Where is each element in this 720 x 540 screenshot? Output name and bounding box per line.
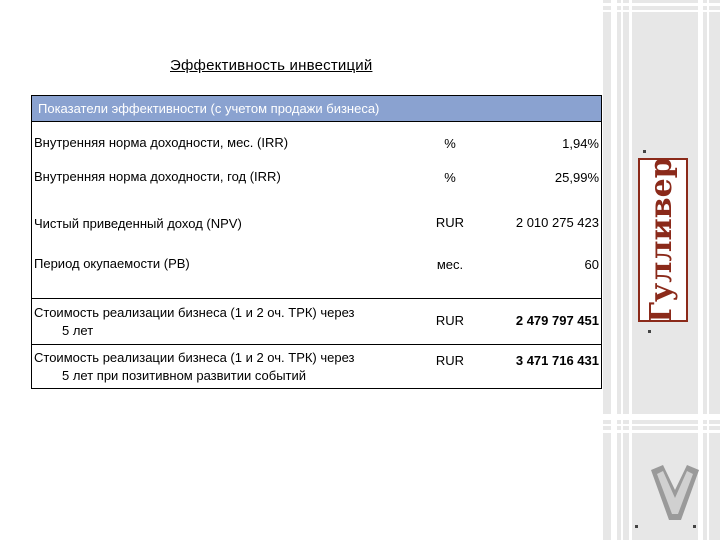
efficiency-table: [31, 95, 602, 389]
row-unit: %: [444, 136, 456, 151]
table-row-sale-5y: [31, 299, 602, 345]
table-row-irr-year: [31, 168, 602, 204]
row-label: Внутренняя норма доходности, год (IRR): [34, 169, 281, 184]
table-row-payback: [31, 248, 602, 299]
row-label-line2: 5 лет при позитивном развитии событий: [62, 368, 307, 383]
row-unit: RUR: [435, 215, 465, 230]
row-unit: мес.: [436, 257, 464, 272]
row-label: [34, 304, 355, 340]
row-unit: RUR: [435, 353, 465, 368]
row-value: 1,94%: [562, 136, 599, 151]
row-value: 2 010 275 423: [515, 215, 599, 230]
row-value: 2 479 797 451: [515, 313, 599, 328]
row-unit: %: [444, 170, 456, 185]
row-value: 25,99%: [554, 170, 599, 185]
row-label-line1: Стоимость реализации бизнеса (1 и 2 оч. ТРК) через: [34, 305, 355, 320]
row-label: Внутренняя норма доходности, мес. (IRR): [34, 135, 289, 150]
table-header-label: Показатели эффективности (с учетом продажи бизнеса): [38, 101, 380, 116]
table-header: [31, 95, 602, 122]
table-row-irr-month: [31, 122, 602, 168]
row-value: 60: [584, 257, 599, 272]
row-label: Период окупаемости (PB): [34, 256, 190, 271]
row-label-line2: 5 лет: [62, 323, 94, 338]
logo-text: Гулливер: [644, 157, 679, 323]
page-title: Эффективность инвестиций: [170, 57, 373, 74]
decorative-side-panel: [603, 0, 720, 540]
table-row-npv: [31, 204, 602, 248]
row-label-line1: Стоимость реализации бизнеса (1 и 2 оч. ТРК) через: [34, 350, 355, 365]
row-label: Чистый приведенный доход (NPV): [34, 216, 242, 231]
row-value: 3 471 716 431: [515, 353, 599, 368]
gulliver-logo: [633, 155, 693, 325]
table-row-sale-5y-positive: [31, 345, 602, 389]
row-label: [34, 349, 355, 385]
row-unit: RUR: [435, 313, 465, 328]
